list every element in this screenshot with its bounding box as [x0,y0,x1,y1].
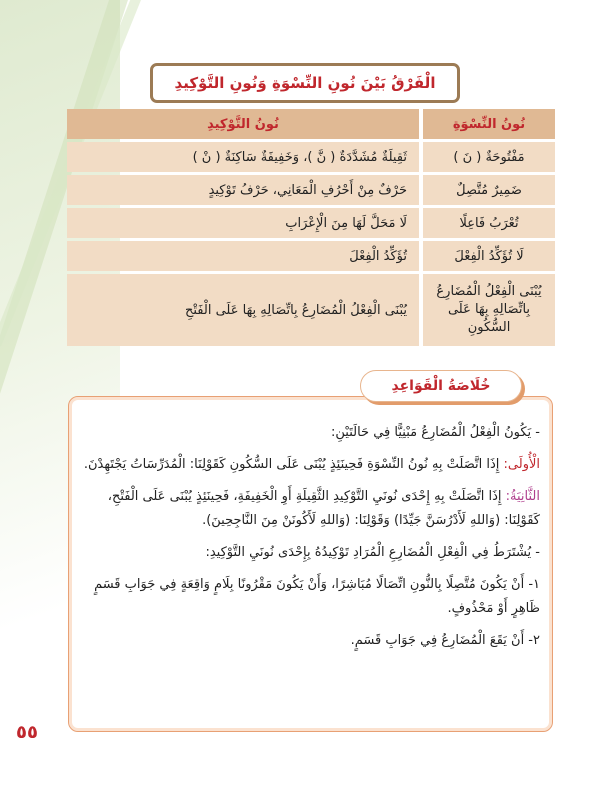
rule-second-case [81,485,540,533]
second-case-label: الثَّانِيَةُ: [505,489,540,504]
header-nun-niswa: نُونُ النِّسْوَةِ [423,109,555,139]
table-cell: لَا مَحَلَّ لَهَا مِنَ الْإِعْرَابِ [67,208,419,238]
page-number: ٥٥ [16,722,38,743]
section-title: الْفَرْقُ بَيْنَ نُونِ النِّسْوَةِ وَنُونِ التَّوْكِيدِ [174,74,436,92]
table-cell: حَرْفٌ مِنْ أَحْرُفِ الْمَعَانِي، حَرْفُ تَوْكِيدٍ [67,175,419,205]
header-nun-tawkid: نُونُ التَّوْكِيدِ [67,109,419,139]
table-header-row [67,109,555,139]
table-cell: يُبْنَى الْفِعْلُ الْمُضَارِعُ بِاتِّصَالِهِ بِهَا عَلَى السُّكُونِ [423,274,555,346]
table-cell: يُبْنَى الْفِعْلُ الْمُضَارِعُ بِاتِّصَالِهِ بِهَا عَلَى الْفَتْحِ [67,274,419,346]
section-title-box [150,63,460,103]
first-case-label: الْأُولَى: [503,457,540,472]
rule-condition-2: ٢- أَنْ يَقَعَ الْمُضَارِعُ فِي جَوَابِ قَسَمٍ. [350,633,540,648]
table-cell: تُعْرَبُ فَاعِلًا [423,208,555,238]
comparison-table [67,109,555,349]
rules-title-tab [360,370,522,402]
rules-summary-box [68,396,553,732]
first-case-text: إِذَا اتَّصَلَتْ بِهِ نُونُ النِّسْوَةِ فَحِينَئِذٍ يُبْنَى عَلَى السُّكُونِ كَقَوْلِنَا: الْمُدَرِّسَاتُ يَجْتَهِدْنَ. [83,457,504,472]
rule-condition-intro: - يُشْتَرَطُ فِي الْفِعْلِ الْمُضَارِعِ الْمُرَادِ تَوْكِيدُهُ بِإِحْدَى نُونَيِ التَّوْكِيدِ: [205,545,540,560]
second-case-text: إِذَا اتَّصَلَتْ بِهِ إِحْدَى نُونَيِ التَّوْكِيدِ الثَّقِيلَةِ أَوِ الْخَفِيفَةِ، فَحِينَئِذٍ يُبْنَى عَلَى الْفَتْحِ، كَقَوْلِنَا: (وَاللهِ لَأَدْرُسَنَّ جَيِّدًا) وَقَوْلِنَا: (وَاللهِ لَأَكُونَنْ مِنَ النَّاجِحِينَ). [107,489,540,528]
table-row [67,175,555,205]
rule-condition-1: ١- أَنْ يَكُونَ مُتَّصِلًا بِالنُّونِ اتِّصَالًا مُبَاشِرًا، وَأَنْ يَكُونَ مَقْرُونًا بِلَامٍ وَاقِعَةٍ فِي جَوَابِ قَسَمٍ ظَاهِرٍ أَوْ مَحْذُوفٍ. [94,577,540,616]
table-row [67,241,555,271]
table-row [67,274,555,346]
table-cell: ضَمِيرٌ مُتَّصِلٌ [423,175,555,205]
rule-intro: - يَكُونُ الْفِعْلُ الْمُضَارِعُ مَبْنِيًّا فِي حَالَتَيْنِ: [331,425,540,440]
rules-title: خُلَاصَةُ الْقَوَاعِدِ [391,378,491,394]
table-row [67,208,555,238]
table-cell: لَا تُؤَكِّدُ الْفِعْلَ [423,241,555,271]
table-row [67,142,555,172]
table-cell: تُؤَكِّدُ الْفِعْلَ [67,241,419,271]
rule-first-case [81,453,540,477]
table-cell: ثَقِيلَةٌ مُشَدَّدَةٌ ( نَّ )، وَخَفِيفَةٌ سَاكِنَةٌ ( نْ ) [67,142,419,172]
table-cell: مَفْتُوحَةٌ ( نَ ) [423,142,555,172]
